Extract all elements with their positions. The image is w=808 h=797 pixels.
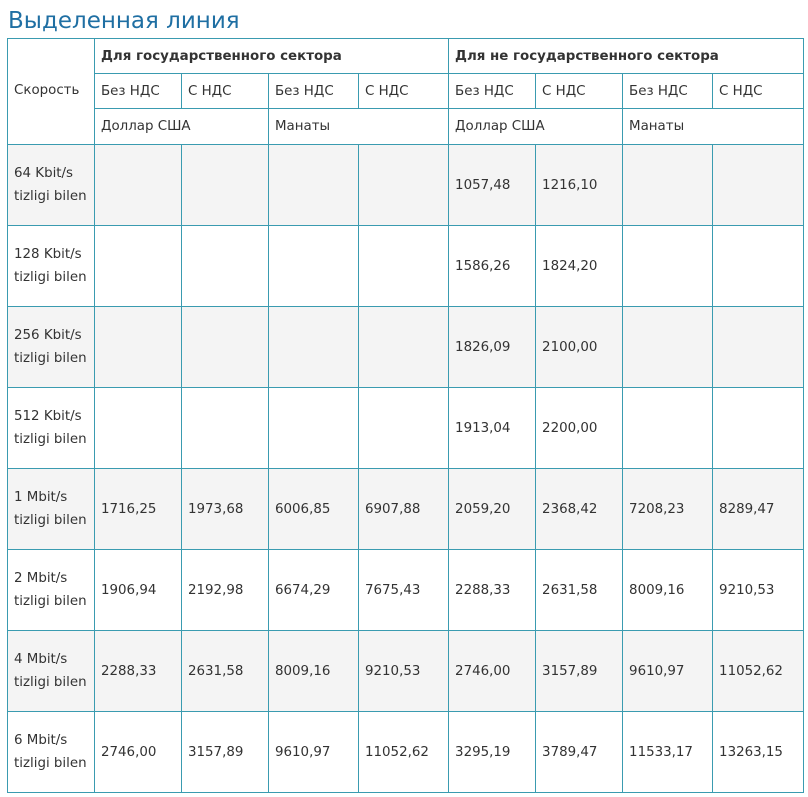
currency-header: Манаты	[623, 109, 804, 145]
tax-header: С НДС	[182, 74, 269, 109]
price-cell: 11533,17	[623, 712, 713, 793]
currency-header: Доллар США	[95, 109, 269, 145]
price-cell	[623, 145, 713, 226]
price-cell: 1973,68	[182, 469, 269, 550]
tax-header: С НДС	[359, 74, 449, 109]
price-cell: 2192,98	[182, 550, 269, 631]
speed-cell: 64 Kbit/s tizligi bilen	[8, 145, 95, 226]
price-cell: 7675,43	[359, 550, 449, 631]
price-cell	[359, 307, 449, 388]
price-cell: 9210,53	[713, 550, 804, 631]
price-cell: 7208,23	[623, 469, 713, 550]
price-cell: 2059,20	[449, 469, 536, 550]
price-cell	[713, 226, 804, 307]
table-row	[8, 712, 804, 793]
speed-cell: 256 Kbit/s tizligi bilen	[8, 307, 95, 388]
price-cell: 3295,19	[449, 712, 536, 793]
price-cell: 9610,97	[623, 631, 713, 712]
price-cell	[95, 226, 182, 307]
speed-cell: 1 Mbit/s tizligi bilen	[8, 469, 95, 550]
table-row	[8, 226, 804, 307]
speed-cell: 2 Mbit/s tizligi bilen	[8, 550, 95, 631]
price-cell	[713, 307, 804, 388]
price-cell	[359, 388, 449, 469]
table-row	[8, 145, 804, 226]
price-cell: 9610,97	[269, 712, 359, 793]
price-cell	[95, 388, 182, 469]
price-cell	[623, 226, 713, 307]
table-row	[8, 469, 804, 550]
price-cell	[269, 388, 359, 469]
price-cell: 1586,26	[449, 226, 536, 307]
price-cell: 2368,42	[536, 469, 623, 550]
price-cell: 8289,47	[713, 469, 804, 550]
price-cell	[269, 307, 359, 388]
tax-header: Без НДС	[95, 74, 182, 109]
price-cell: 2200,00	[536, 388, 623, 469]
price-cell: 6006,85	[269, 469, 359, 550]
tax-header: Без НДС	[449, 74, 536, 109]
speed-header: Скорость	[8, 39, 95, 145]
currency-header: Манаты	[269, 109, 449, 145]
price-cell: 3789,47	[536, 712, 623, 793]
price-cell: 8009,16	[269, 631, 359, 712]
price-cell: 3157,89	[182, 712, 269, 793]
price-cell	[95, 145, 182, 226]
price-cell: 2746,00	[95, 712, 182, 793]
tax-header: Без НДС	[269, 74, 359, 109]
price-cell	[269, 226, 359, 307]
price-cell: 13263,15	[713, 712, 804, 793]
price-cell: 9210,53	[359, 631, 449, 712]
price-cell: 1826,09	[449, 307, 536, 388]
price-cell: 1913,04	[449, 388, 536, 469]
price-cell	[623, 307, 713, 388]
group-header-state: Для государственного сектора	[95, 39, 449, 74]
price-cell: 1057,48	[449, 145, 536, 226]
price-cell	[269, 145, 359, 226]
speed-cell: 512 Kbit/s tizligi bilen	[8, 388, 95, 469]
speed-cell: 6 Mbit/s tizligi bilen	[8, 712, 95, 793]
table-row	[8, 307, 804, 388]
speed-cell: 128 Kbit/s tizligi bilen	[8, 226, 95, 307]
table-row	[8, 388, 804, 469]
page-title: Выделенная линия	[8, 8, 240, 34]
price-cell: 8009,16	[623, 550, 713, 631]
price-cell: 6907,88	[359, 469, 449, 550]
speed-cell: 4 Mbit/s tizligi bilen	[8, 631, 95, 712]
price-cell: 1716,25	[95, 469, 182, 550]
price-cell: 2746,00	[449, 631, 536, 712]
price-cell	[359, 226, 449, 307]
price-cell: 2100,00	[536, 307, 623, 388]
price-cell	[359, 145, 449, 226]
price-cell: 11052,62	[713, 631, 804, 712]
price-cell	[713, 145, 804, 226]
price-cell	[182, 226, 269, 307]
price-cell: 1824,20	[536, 226, 623, 307]
price-cell: 6674,29	[269, 550, 359, 631]
price-cell	[713, 388, 804, 469]
price-cell: 11052,62	[359, 712, 449, 793]
price-cell	[95, 307, 182, 388]
tax-header: С НДС	[536, 74, 623, 109]
price-cell	[182, 145, 269, 226]
price-cell: 2288,33	[95, 631, 182, 712]
price-cell: 2631,58	[182, 631, 269, 712]
price-cell: 2631,58	[536, 550, 623, 631]
price-cell	[182, 388, 269, 469]
tax-header: С НДС	[713, 74, 804, 109]
price-cell	[182, 307, 269, 388]
price-cell: 1906,94	[95, 550, 182, 631]
price-cell: 2288,33	[449, 550, 536, 631]
tax-header: Без НДС	[623, 74, 713, 109]
tariff-table	[7, 38, 804, 793]
currency-header: Доллар США	[449, 109, 623, 145]
price-cell: 1216,10	[536, 145, 623, 226]
group-header-nonstate: Для не государственного сектора	[449, 39, 804, 74]
table-row	[8, 550, 804, 631]
price-cell	[623, 388, 713, 469]
price-cell: 3157,89	[536, 631, 623, 712]
table-row	[8, 631, 804, 712]
